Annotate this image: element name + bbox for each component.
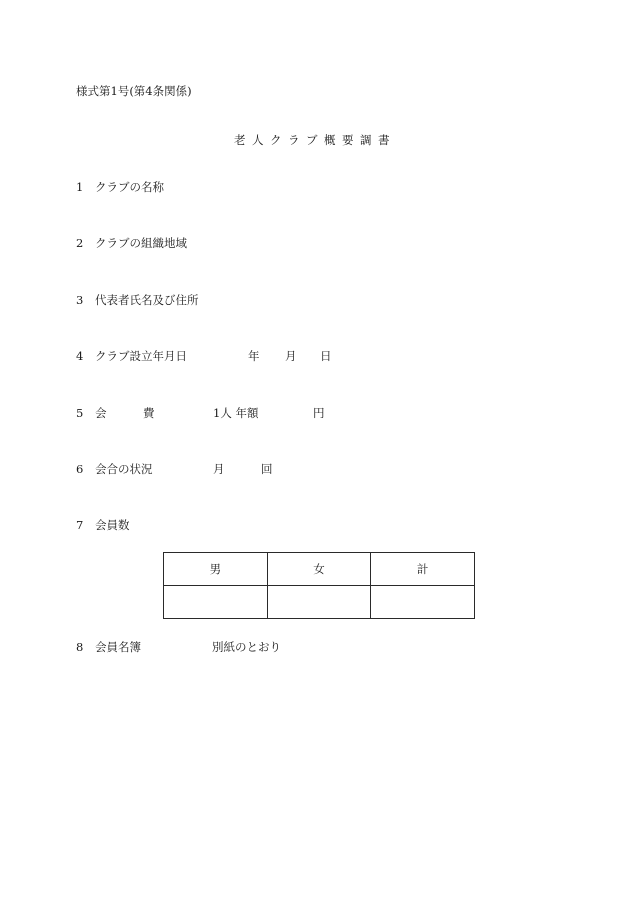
item-meeting-status bbox=[76, 462, 153, 476]
cell-male-count[interactable] bbox=[164, 586, 268, 619]
item-label: 会合の状況 bbox=[95, 462, 153, 476]
item-number: 2 bbox=[76, 236, 84, 250]
date-day-unit: 日 bbox=[320, 349, 332, 363]
item-number: 5 bbox=[76, 406, 84, 420]
item-label-part: 費 bbox=[143, 406, 155, 420]
table-row bbox=[164, 586, 475, 619]
title-char: 要 bbox=[342, 133, 354, 147]
item-label-part: 会 bbox=[95, 406, 107, 420]
document-title bbox=[0, 133, 630, 147]
item-membership-fee bbox=[76, 406, 155, 420]
header-male: 男 bbox=[164, 553, 268, 586]
item-label: クラブ設立年月日 bbox=[95, 349, 187, 363]
item-label: クラブの組織地域 bbox=[95, 236, 187, 250]
item-label: クラブの名称 bbox=[95, 180, 164, 194]
item-number: 3 bbox=[76, 293, 84, 307]
date-year-unit: 年 bbox=[248, 349, 260, 363]
member-count-table bbox=[163, 552, 475, 619]
title-char: 概 bbox=[324, 133, 336, 147]
item-label: 会員名簿 bbox=[95, 640, 141, 654]
meeting-times-unit: 回 bbox=[261, 462, 273, 476]
item-label: 会員数 bbox=[95, 518, 130, 532]
title-char: 書 bbox=[378, 133, 390, 147]
title-char: 人 bbox=[252, 133, 264, 147]
title-char: ク bbox=[270, 133, 282, 147]
item-number: 7 bbox=[76, 518, 84, 532]
table-header-row bbox=[164, 553, 475, 586]
item-representative bbox=[76, 293, 199, 307]
item-label: 代表者氏名及び住所 bbox=[95, 293, 199, 307]
item-number: 4 bbox=[76, 349, 84, 363]
date-month-unit: 月 bbox=[285, 349, 297, 363]
header-female: 女 bbox=[267, 553, 371, 586]
item-number: 6 bbox=[76, 462, 84, 476]
title-char: ブ bbox=[306, 133, 318, 147]
header-total: 計 bbox=[371, 553, 475, 586]
form-number: 様式第1号(第4条関係) bbox=[76, 84, 192, 98]
item-club-area bbox=[76, 236, 187, 250]
title-char: 調 bbox=[360, 133, 372, 147]
cell-total-count[interactable] bbox=[371, 586, 475, 619]
meeting-month-unit: 月 bbox=[213, 462, 225, 476]
cell-female-count[interactable] bbox=[267, 586, 371, 619]
fee-yen-unit: 円 bbox=[313, 406, 325, 420]
fee-per-person-label: 1人 年額 bbox=[213, 406, 259, 420]
item-number: 1 bbox=[76, 180, 84, 194]
title-char: 老 bbox=[234, 133, 246, 147]
item-member-count bbox=[76, 518, 130, 532]
item-club-name bbox=[76, 180, 164, 194]
item-number: 8 bbox=[76, 640, 84, 654]
title-char: ラ bbox=[288, 133, 300, 147]
item-member-roster bbox=[76, 640, 141, 654]
roster-value: 別紙のとおり bbox=[212, 640, 281, 654]
item-establishment-date bbox=[76, 349, 187, 363]
